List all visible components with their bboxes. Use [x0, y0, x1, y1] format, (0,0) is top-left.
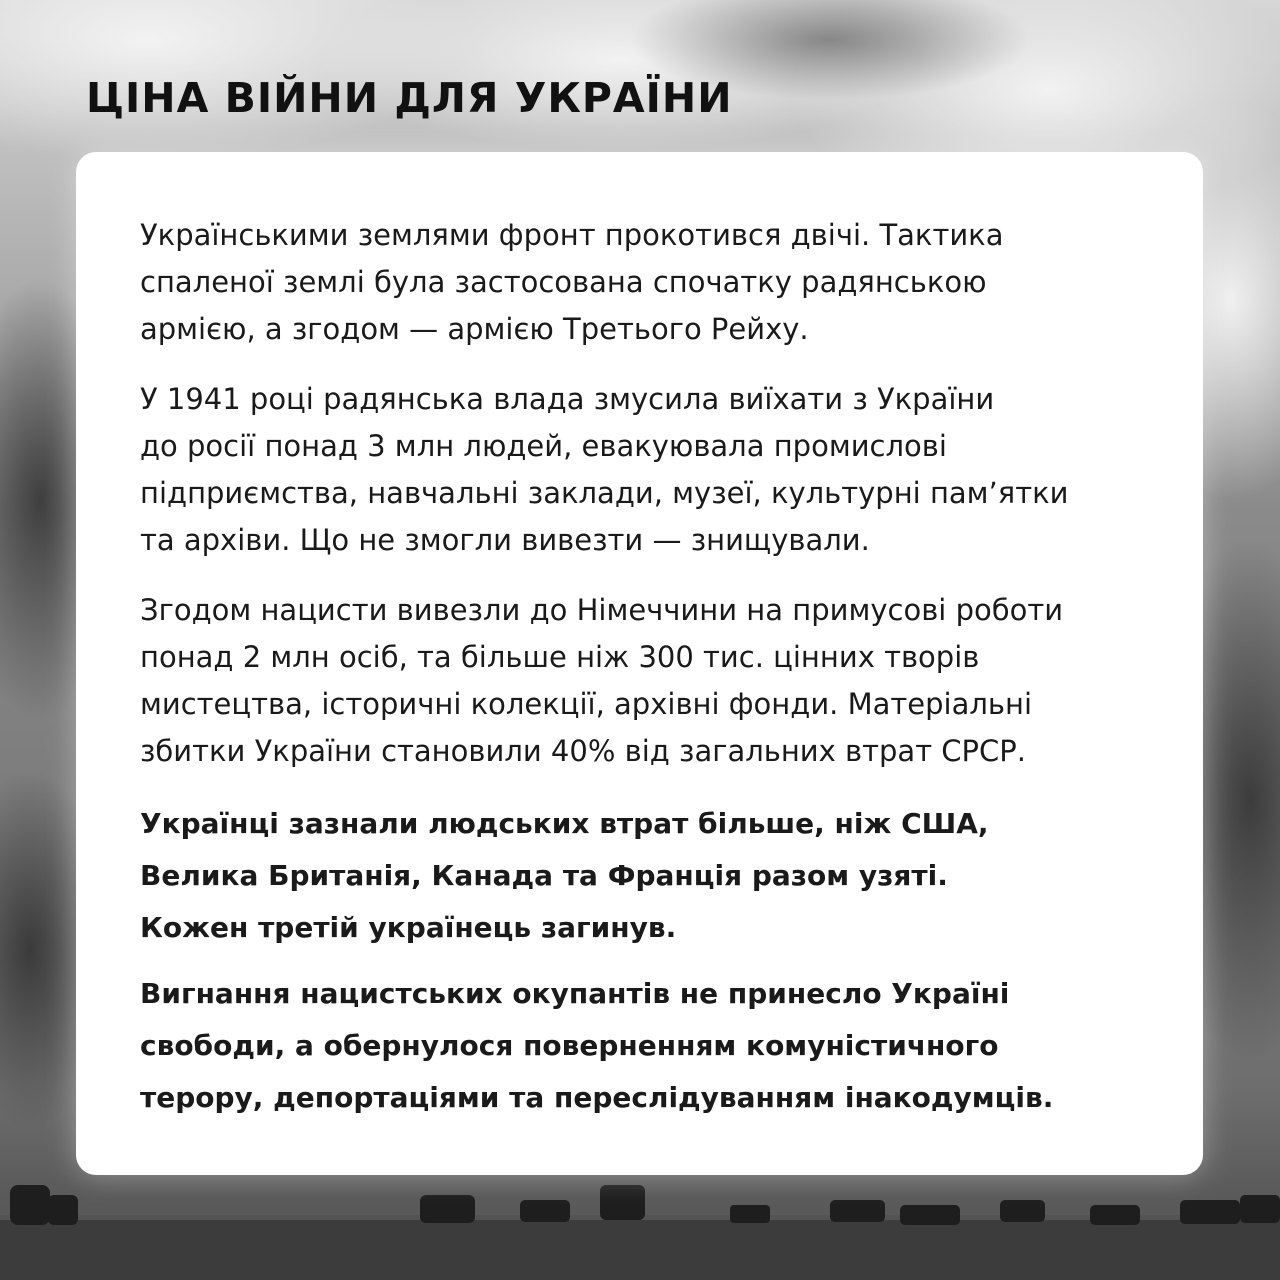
article-body	[140, 212, 1180, 1138]
next-button[interactable]	[1146, 1124, 1206, 1174]
paragraph: Згодом нацисти вивезли до Німеччини на примусові роботи понад 2 млн осіб, та більше ніж 300 тис. цінних творів мистецтва, історичні колекції, архівні фонди. Матеріальні збитки України становили 40% від загальних втрат СРСР.	[140, 593, 1064, 768]
arrow-right-icon	[1158, 1137, 1194, 1161]
paragraph: Українськими землями фронт прокотився двічі. Тактика спаленої землі була застосована спочатку радянською армією, а згодом — армією Третього Рейху.	[140, 218, 1004, 346]
paragraph: У 1941 році радянська влада змусила виїхати з України до росії понад 3 млн людей, евакуювала промислові підприємства, навчальні заклади, музеї, культурні пам’ятки та архіви. Що не змогли вивезти — знищували.	[140, 382, 1069, 557]
bold-paragraph: Українці зазнали людських втрат більше, ніж США, Велика Британія, Канада та Франція разом узяті. Кожен третій українець загинув.	[140, 807, 989, 944]
bold-paragraph: Вигнання нацистських окупантів не принесло Україні свободи, а обернулося поверненням комуністичного терору, депортаціями та переслідуванням інакодумців.	[140, 977, 1054, 1114]
page-title: ЦІНА ВІЙНИ ДЛЯ УКРАЇНИ	[86, 74, 733, 122]
